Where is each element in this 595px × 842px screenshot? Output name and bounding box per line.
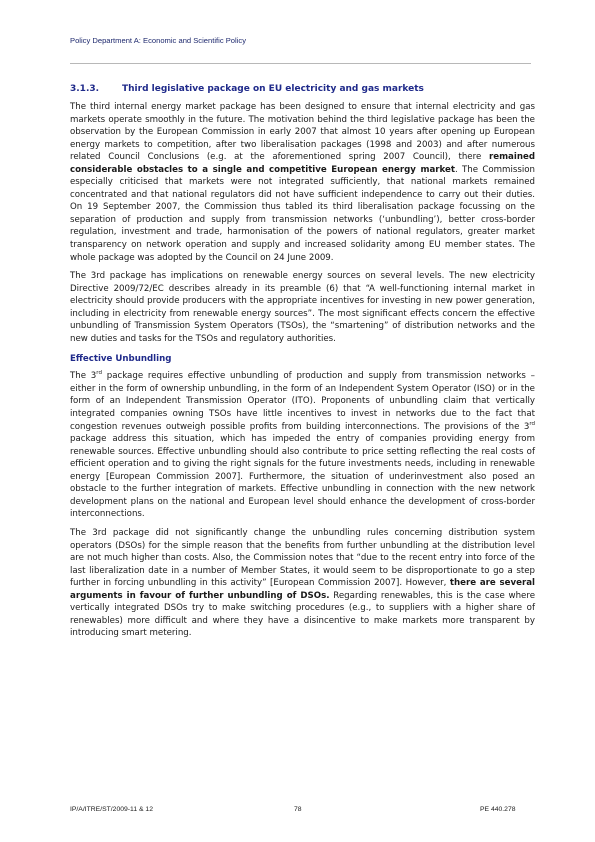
paragraph-emphasis: remained considerable obstacles to a single and competitive European energy market — [70, 152, 535, 175]
footer-pe-reference: PE 440.278 — [480, 806, 516, 813]
paragraph-renewable-implications: The 3rd package has implications on renewable energy sources on several levels. The new electricity Directive 2009/72/EC describes already in its preamble (6) that “A well-functioning internal market in electricity should provide producers with the appropriate incentives for investing in new power generation, including in electricity from renewable energy sources”. The most significant effects concern the effective unbundling of Transmission System Operators (TSOs), the “smartening” of distribution networks and the new duties and tasks for the TSOs and regulatory authorities. — [70, 271, 535, 344]
superscript: rd — [96, 370, 102, 377]
paragraph-third-package-intro — [70, 101, 535, 264]
paragraph-text: The third internal energy market package has been designed to ensure that internal electricity and gas markets operate smoothly in the future. The motivation behind the third legislative package has been the observation by the European Commission in early 2007 that almost 10 years after opening up European energy markets to competition, after two liberalisation packages (1998 and 2003) and after numerous related Council Conclusions (e.g. at the aforementioned spring 2007 Council), there — [70, 102, 535, 163]
paragraph-text: The 3 — [70, 371, 97, 382]
paragraph-text: The 3rd package did not significantly change the unbundling rules concerning distribution system operators (DSOs) for the simple reason that the benefits from further unbundling at the distribution level are not much higher than costs. Also, the Commission notes that “due to the recent entry into force of the last liberalization date in a number of Member States, it would seem to be disproportionate to go a step further in forcing unbundling in this activity” [European Commission 2007]. However, — [70, 527, 535, 589]
paragraph-text: package requires effective unbundling of production and supply from transmission networks – either in the form of ownership unbundling, in the form of an Independent System Operator (ISO) or in the form of an Independent Transmission Operator (ITO). Proponents of unbundling claim that vertically integrated companies owning TSOs have little incentives to invest in networks due to the fact that congestion revenues outweigh possible profits from building interconnections. The provisions of the 3 — [70, 371, 535, 432]
footer-doc-reference: IP/A/ITRE/ST/2009-11 & 12 — [70, 806, 153, 813]
superscript: rd — [529, 420, 535, 427]
section-heading — [70, 83, 535, 95]
paragraph-emphasis: there are several arguments in favour of further unbundling of DSOs. — [70, 578, 535, 601]
header-divider — [70, 63, 531, 64]
paragraph-text: . The Commission especially criticised that markets were not integrated sufficiently, that national markets remained concentrated and that national regulators did not have sufficient independence to carry out their duties. On 19 September 2007, the Commission thus tabled its third liberalisation package focussing on the separation of production and supply from transmission networks (‘unbundling’), better cross-border regulation, investment and trade, harmonisation of the powers of national regulators, greater market transparency on network operation and supply and increased solidarity among EU member states. The whole package was adopted by the Council on 24 June 2009. — [70, 164, 535, 263]
page-content — [70, 83, 535, 646]
section-number: 3.1.3. — [70, 84, 100, 94]
footer-page-number: 78 — [294, 806, 302, 813]
paragraph-unbundling — [70, 370, 535, 521]
paragraph-text: package address this situation, which has impeded the entry of companies providing energy from renewable sources. Effective unbundling should also contribute to price setting reflecting the real costs of efficient operation and to giving the right signals for the future investments needs, including in renewable energy [European Commission 2007]. Furthermore, the situation of underinvestment also posed an obstacle to the further integration of markets. Effective unbundling in connection with the new network development plans on the national and European level should enhance the development of cross-border interconnections. — [70, 434, 535, 520]
running-header: Policy Department A: Economic and Scientific Policy — [70, 36, 246, 45]
paragraph-text: Regarding renewables, this is the case where vertically integrated DSOs try to make switching procedures (e.g., to suppliers with a higher share of renewables) more difficult and where they have a disincentive to make markets more transparent by introducing smart metering. — [70, 590, 536, 639]
section-title: Third legislative package on EU electricity and gas markets — [122, 84, 424, 94]
paragraph-dso-unbundling — [70, 527, 535, 640]
subheading-effective-unbundling: Effective Unbundling — [70, 354, 172, 365]
